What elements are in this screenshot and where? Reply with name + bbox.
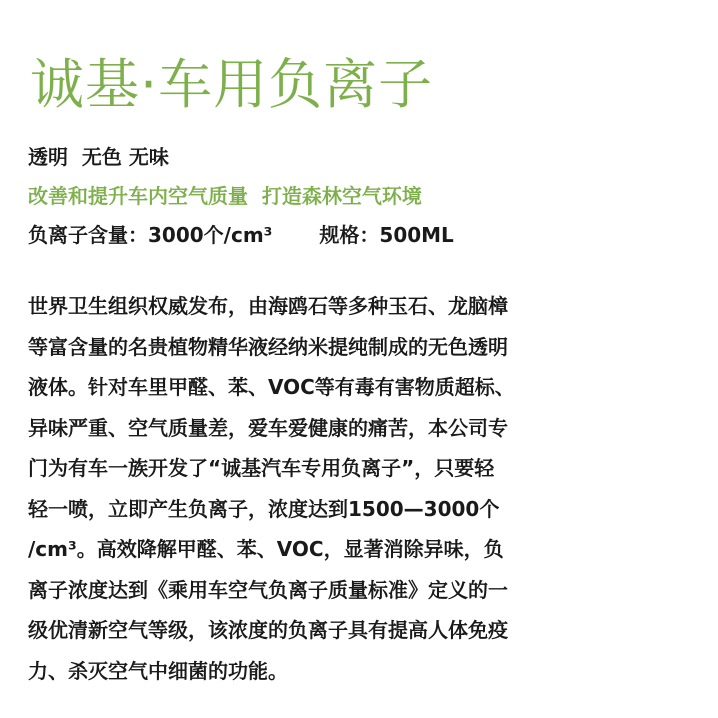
description-line: 世界卫生组织权威发布，由海鸥石等多种玉石、龙脑樟: [28, 294, 508, 318]
description-line: 轻一喷，立即产生负离子，浓度达到1500—3000个: [28, 496, 500, 521]
description-line: 力、杀灭空气中细菌的功能。: [28, 658, 288, 683]
description-line: 离子浓度达到《乘用车空气负离子质量标准》定义的一: [28, 577, 508, 602]
ion-content-spec: 负离子含量：3000个/cm³: [28, 223, 273, 247]
description-line: /cm³。高效降解甲醛、苯、VOC，显著消除异味，负: [28, 537, 504, 561]
description-line: 液体。针对车里甲醛、苯、VOC等有毒有害物质超标、: [28, 375, 515, 399]
description-line: 门为有车一族开发了“诚基汽车专用负离子”，只要轻: [28, 456, 495, 480]
size-spec: 规格：500ML: [319, 223, 454, 247]
specs-line: [28, 221, 454, 249]
slogan-line: 改善和提升车内空气质量 打造森林空气环境: [28, 184, 422, 208]
description-line: 异味严重、空气质量差，爱车爱健康的痛苦，本公司专: [28, 415, 508, 440]
features-line: 透明 无色 无味: [28, 145, 169, 169]
description-line: 等富含量的名贵植物精华液经纳米提纯制成的无色透明: [28, 334, 508, 359]
page-title: 诚基·车用负离子: [30, 53, 434, 116]
description-line: 级优清新空气等级，该浓度的负离子具有提高人体免疫: [28, 618, 508, 642]
description-paragraph: [28, 286, 608, 691]
